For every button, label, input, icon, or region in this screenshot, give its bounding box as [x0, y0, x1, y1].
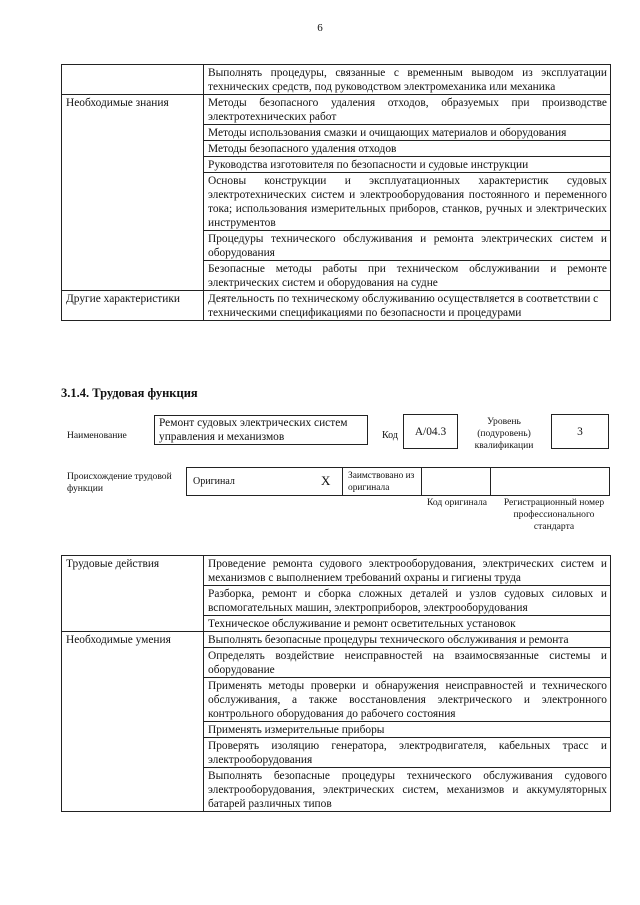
row-text: Разборка, ремонт и сборка сложных деталей и узлов судовых силовых и вспомогательных машин, электроприборов, электрооборудования	[204, 586, 611, 616]
row-text: Выполнять безопасные процедуры технического обслуживания судового электрооборудования, электрических систем, механизмов и аккумуляторных батарей различных типов	[204, 768, 611, 812]
origin-code-box	[421, 467, 491, 496]
function-name-value: Ремонт судовых электрических систем управления и механизмов	[159, 417, 348, 443]
table-row	[62, 65, 611, 95]
row-text: Проведение ремонта судового электрооборудования, электрических систем и механизмов с выполнением требований охраны и гигиены труда	[204, 556, 611, 586]
origin-label: Происхождение трудовой функции	[67, 471, 172, 494]
row-label-knowledge: Необходимые знания	[62, 95, 204, 291]
row-text: Основы конструкции и эксплуатационных характеристик судовых электротехнических систем и электрооборудования постоянного и переменного тока; использования измерительных приборов, станков, ручных и электрических инструментов	[204, 173, 611, 231]
borrowed-box	[342, 467, 422, 496]
row-text: Деятельность по техническому обслуживанию осуществляется в соответствии с техническими спецификациями по безопасности и процедурами	[204, 291, 611, 321]
name-label: Наименование	[67, 430, 127, 441]
original-label: Оригинал	[193, 476, 235, 487]
section-title: 3.1.4. Трудовая функция	[61, 386, 198, 400]
level-value: 3	[577, 426, 583, 438]
level-label: Уровень (подуровень) квалификации	[474, 416, 534, 451]
table-row	[62, 291, 611, 321]
row-text: Руководства изготовителя по безопасности и судовые инструкции	[204, 157, 611, 173]
row-text: Применять измерительные приборы	[204, 722, 611, 738]
row-label-actions: Трудовые действия	[62, 556, 204, 632]
row-label-other: Другие характеристики	[62, 291, 204, 321]
row-text: Методы использования смазки и очищающих материалов и оборудования	[204, 125, 611, 141]
row-text: Определять воздействие неисправностей на взаимосвязанные системы и оборудование	[204, 648, 611, 678]
code-label: Код	[382, 430, 398, 441]
table-row	[62, 632, 611, 648]
row-text: Применять методы проверки и обнаружения неисправностей и технического обслуживания, а также восстановления электрического и электронного контрольного оборудования до рабочего состояния	[204, 678, 611, 722]
row-label	[62, 65, 204, 95]
row-text: Выполнять безопасные процедуры технического обслуживания и ремонта	[204, 632, 611, 648]
original-box	[186, 467, 343, 496]
code-value-box	[403, 414, 458, 449]
borrowed-label: Заимствовано из оригинала	[348, 471, 415, 493]
bottom-requirements-table	[61, 555, 611, 812]
reg-number-label: Регистрационный номер профессионального стандарта	[503, 497, 605, 532]
level-value-box	[551, 414, 609, 449]
function-name-box	[154, 415, 368, 445]
row-text: Проверять изоляцию генератора, электродвигателя, кабельных трасс и электрооборудования	[204, 738, 611, 768]
row-text: Процедуры технического обслуживания и ремонта электрических систем и оборудования	[204, 231, 611, 261]
row-text: Методы безопасного удаления отходов	[204, 141, 611, 157]
row-text: Техническое обслуживание и ремонт осветительных установок	[204, 616, 611, 632]
table-row	[62, 95, 611, 125]
origin-code-label: Код оригинала	[426, 497, 488, 508]
row-text: Методы безопасного удаления отходов, образуемых при производстве электротехнических работ	[204, 95, 611, 125]
row-text: Выполнять процедуры, связанные с временным выводом из эксплуатации технических средств, под руководством электромеханика или механика	[204, 65, 611, 95]
top-requirements-table	[61, 64, 611, 321]
table-row	[62, 556, 611, 586]
row-label-skills: Необходимые умения	[62, 632, 204, 812]
row-text: Безопасные методы работы при техническом обслуживании и ремонте электрических систем и оборудования на судне	[204, 261, 611, 291]
reg-number-box	[490, 467, 610, 496]
code-value: A/04.3	[414, 426, 447, 438]
original-mark: X	[321, 473, 331, 488]
page-number: 6	[317, 22, 323, 34]
